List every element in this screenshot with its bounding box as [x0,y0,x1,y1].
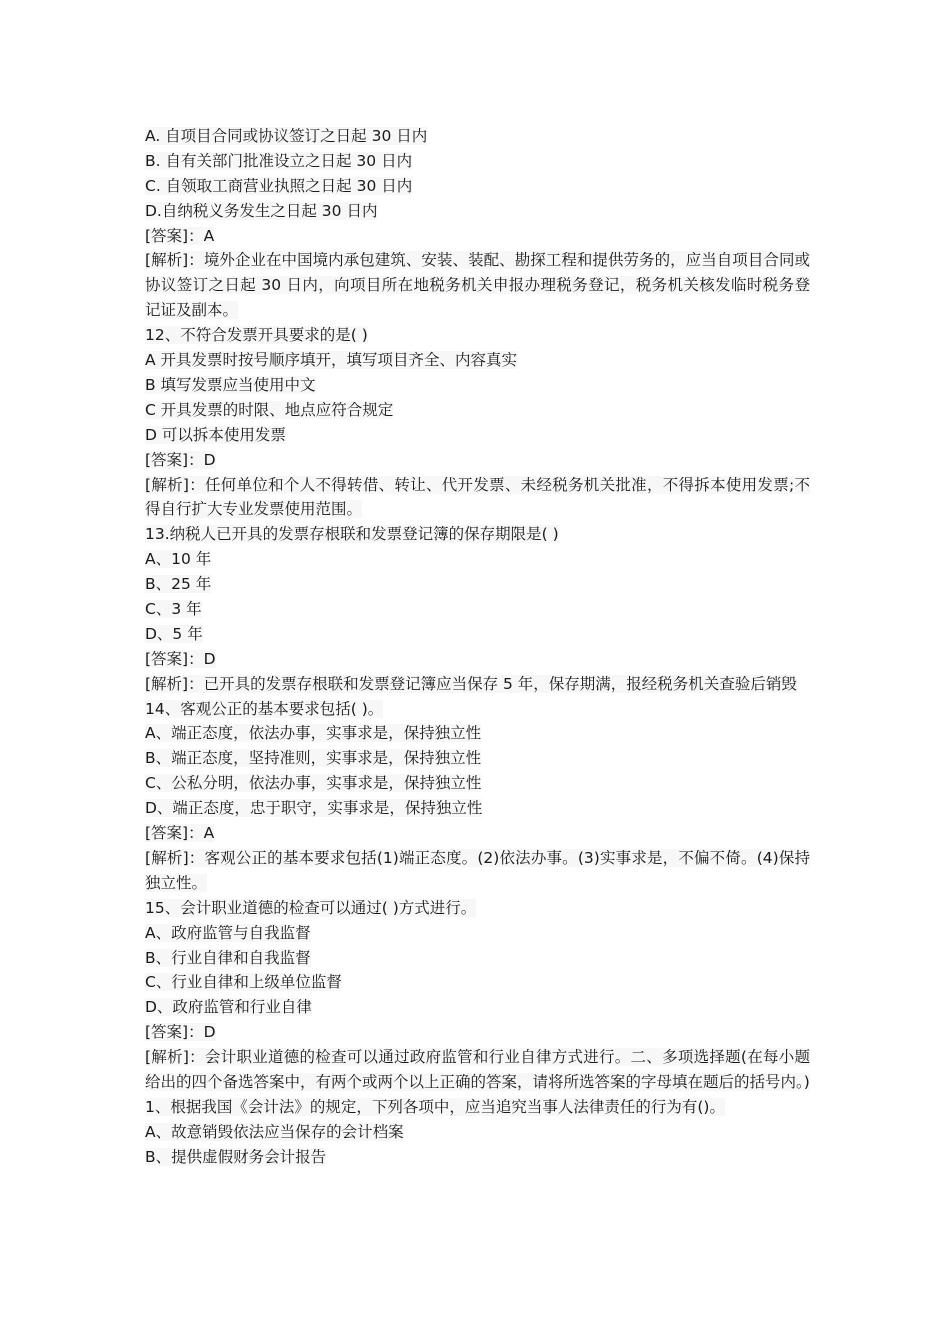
text-line [145,323,810,348]
line-text: [解析]：会计职业道德的检查可以通过政府监管和行业自律方式进行。二、多项选择题(在每小题给出的四个备选答案中，有两个或两个以上正确的答案，请将所选答案的字母填在题后的括号内。) [145,1048,810,1091]
line-text: D、政府监管和行业自律 [145,998,312,1017]
line-text: D 可以拆本使用发票 [145,425,286,444]
text-line [145,921,810,946]
line-text: B、行业自律和自我监督 [145,948,311,967]
text-line [145,697,810,722]
explanation-paragraph [145,846,810,896]
text-line [145,572,810,597]
line-text: [答案]：A [145,824,215,843]
text-line [145,896,810,921]
line-text: [解析]：已开具的发票存根联和发票登记簿应当保存 5 年，保存期满，报经税务机关查验后销毁 [145,674,797,693]
line-text: D、5 年 [145,624,203,643]
text-line [145,597,810,622]
explanation-paragraph [145,1045,810,1095]
line-text: C 开具发票的时限、地点应符合规定 [145,400,394,419]
explanation-paragraph [145,473,810,523]
document-body [145,124,810,1170]
line-text: B、提供虚假财务会计报告 [145,1147,327,1166]
line-text: A、故意销毁依法应当保存的会计档案 [145,1122,404,1141]
line-text: [解析]：境外企业在中国境内承包建筑、安装、装配、勘探工程和提供劳务的，应当自项目合同或协议签订之日起 30 日内，向项目所在地税务机关申报办理税务登记，税务机关核发临时税务登记证及副本。 [145,251,810,320]
text-line [145,373,810,398]
line-text: [答案]：A [145,226,215,245]
text-line [145,199,810,224]
text-line [145,547,810,572]
line-text: A、端正态度，依法办事，实事求是，保持独立性 [145,724,482,743]
text-line [145,522,810,547]
text-line [145,174,810,199]
line-text: 13.纳税人已开具的发票存根联和发票登记簿的保存期限是( ) [145,525,559,544]
line-text: 12、不符合发票开具要求的是( ) [145,326,368,345]
text-line [145,398,810,423]
text-line [145,746,810,771]
text-line [145,946,810,971]
line-text: C、3 年 [145,600,202,618]
line-text: [答案]：D [145,450,216,469]
line-text: A 开具发票时按号顺序填开，填写项目齐全、内容真实 [145,351,518,370]
text-line [145,622,810,647]
line-text: A、10 年 [145,550,212,569]
line-text: 1、根据我国《会计法》的规定，下列各项中，应当追究当事人法律责任的行为有()。 [145,1097,725,1116]
text-line [145,1095,810,1120]
text-line [145,423,810,448]
explanation-paragraph [145,248,810,323]
line-text: [答案]：D [145,1023,216,1042]
text-line [145,721,810,746]
line-text: D.自纳税义务发生之日起 30 日内 [145,201,378,220]
text-line [145,224,810,249]
text-line [145,995,810,1020]
text-line [145,771,810,796]
line-text: C、公私分明，依法办事，实事求是，保持独立性 [145,774,482,793]
line-text: C、行业自律和上级单位监督 [145,973,342,992]
text-line [145,647,810,672]
text-line [145,149,810,174]
text-line [145,448,810,473]
line-text: B 填写发票应当使用中文 [145,375,316,394]
line-text: 14、客观公正的基本要求包括( )。 [145,699,384,718]
text-line [145,1020,810,1045]
line-text: [解析]：任何单位和个人不得转借、转让、代开发票、未经税务机关批准，不得拆本使用发票;不得自行扩大专业发票使用范围。 [145,475,810,519]
text-line [145,796,810,821]
line-text: D、端正态度，忠于职守，实事求是，保持独立性 [145,799,483,818]
line-text: 15、会计职业道德的检查可以通过( )方式进行。 [145,898,477,917]
line-text: B、端正态度，坚持准则，实事求是，保持独立性 [145,749,482,768]
line-text: [解析]：客观公正的基本要求包括(1)端正态度。(2)依法办事。(3)实事求是，不偏不倚。(4)保持独立性。 [145,848,810,892]
text-line [145,821,810,846]
line-text: B. 自有关部门批准设立之日起 30 日内 [145,151,413,170]
text-line [145,1145,810,1170]
line-text: A、政府监管与自我监督 [145,923,311,942]
line-text: [答案]：D [145,649,216,668]
line-text: A. 自项目合同或协议签订之日起 30 日内 [145,127,428,145]
text-line [145,970,810,995]
line-text: B、25 年 [145,575,212,594]
line-text: C. 自领取工商营业执照之日起 30 日内 [145,176,413,195]
text-line [145,124,810,149]
text-line [145,1120,810,1145]
text-line [145,348,810,373]
explanation-paragraph [145,672,810,697]
